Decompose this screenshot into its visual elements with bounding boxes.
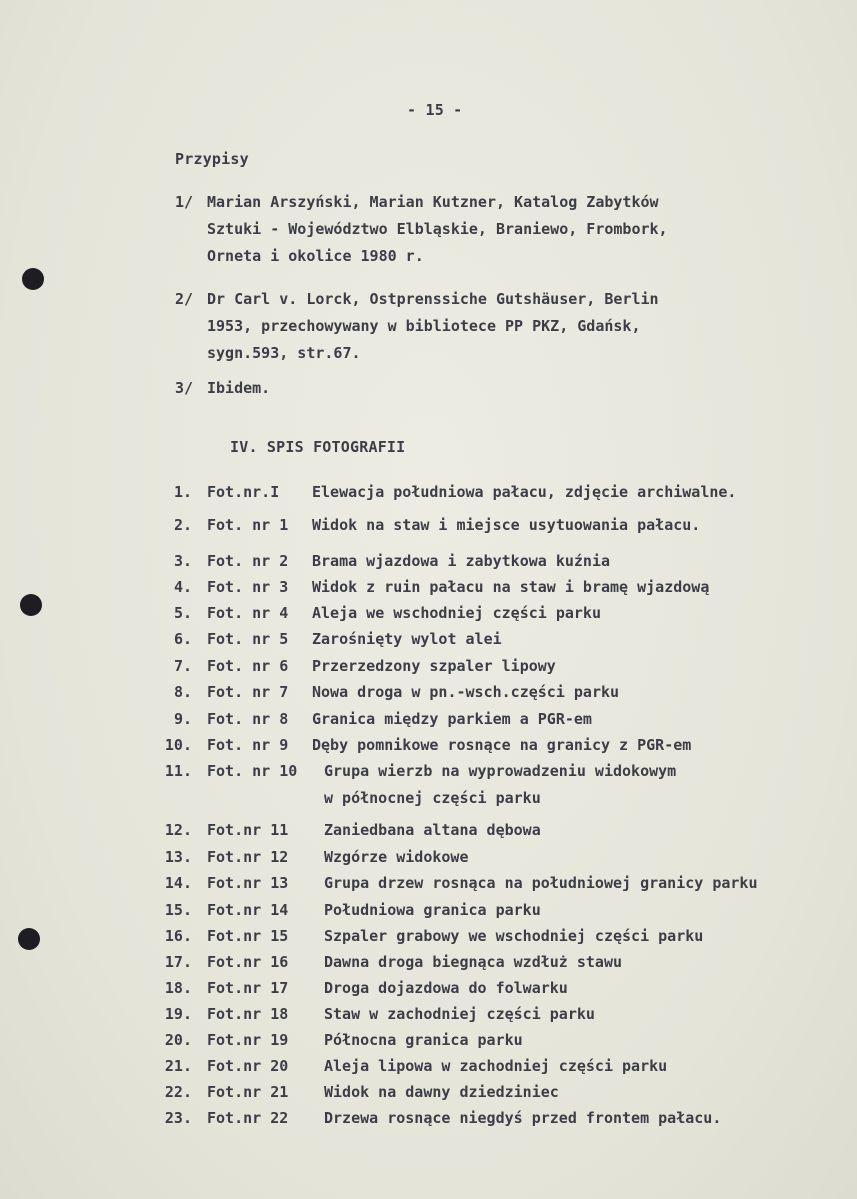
photo-description: Aleja we wschodniej części parku (312, 604, 601, 622)
photo-description: Widok na staw i miejsce usytuowania pałacu. (312, 516, 701, 534)
photo-number: 13. (164, 848, 192, 866)
photo-description: Widok z ruin pałacu na staw i bramę wjazdową (312, 578, 710, 596)
photo-reference: Fot. nr 3 (207, 578, 289, 596)
footnotes-heading: Przypisy (175, 150, 249, 168)
photo-reference: Fot.nr.I (207, 483, 280, 501)
photo-number: 10. (164, 736, 192, 754)
photo-number: 11. (164, 762, 192, 780)
photo-number: 21. (164, 1057, 192, 1075)
punch-hole (20, 594, 42, 616)
photo-description: Grupa drzew rosnąca na południowej granicy parku (324, 874, 758, 892)
footnote-line: 1953, przechowywany w bibliotece PP PKZ, Gdańsk, (207, 317, 641, 335)
photo-reference: Fot. nr 10 (207, 762, 298, 780)
photo-number: 22. (164, 1083, 192, 1101)
photo-reference: Fot. nr 6 (207, 657, 289, 675)
photo-reference: Fot. nr 7 (207, 683, 289, 701)
photo-number: 7. (173, 657, 192, 675)
page-number: - 15 - (407, 101, 463, 119)
photo-reference: Fot.nr 18 (207, 1005, 289, 1023)
photo-number: 19. (164, 1005, 192, 1023)
photo-number: 12. (164, 821, 192, 839)
punch-hole (18, 928, 40, 950)
photo-reference: Fot. nr 2 (207, 552, 289, 570)
photo-number: 9. (173, 710, 192, 728)
photo-number: 18. (164, 979, 192, 997)
photo-description: Dęby pomnikowe rosnące na granicy z PGR-em (312, 736, 692, 754)
photo-number: 4. (173, 578, 192, 596)
photo-reference: Fot. nr 4 (207, 604, 289, 622)
photo-description: Droga dojazdowa do folwarku (324, 979, 568, 997)
photo-description: Zaniedbana altana dębowa (324, 821, 541, 839)
photo-description: Nowa droga w pn.-wsch.części parku (312, 683, 620, 701)
photo-reference: Fot. nr 5 (207, 630, 289, 648)
photo-number: 3. (173, 552, 192, 570)
photo-reference: Fot.nr 19 (207, 1031, 289, 1049)
photo-description: Aleja lipowa w zachodniej części parku (324, 1057, 668, 1075)
photo-reference: Fot. nr 8 (207, 710, 289, 728)
photo-description: Staw w zachodniej części parku (324, 1005, 595, 1023)
photo-reference: Fot.nr 22 (207, 1109, 289, 1127)
photo-description: Dawna droga biegnąca wzdłuż stawu (324, 953, 623, 971)
photo-reference: Fot.nr 21 (207, 1083, 289, 1101)
photo-description: Przerzedzony szpaler lipowy (312, 657, 556, 675)
photo-reference: Fot.nr 13 (207, 874, 289, 892)
photo-number: 14. (164, 874, 192, 892)
photo-reference: Fot.nr 12 (207, 848, 289, 866)
photo-number: 17. (164, 953, 192, 971)
photo-reference: Fot. nr 1 (207, 516, 289, 534)
photo-description: Brama wjazdowa i zabytkowa kuźnia (312, 552, 611, 570)
photo-description: Drzewa rosnące niegdyś przed frontem pałacu. (324, 1109, 722, 1127)
photo-number: 16. (164, 927, 192, 945)
photo-description: Grupa wierzb na wyprowadzeniu widokowym (324, 762, 677, 780)
photo-description: Zarośnięty wylot alei (312, 630, 502, 648)
photo-description: Południowa granica parku (324, 901, 541, 919)
footnote-line: Dr Carl v. Lorck, Ostprenssiche Gutshäuser, Berlin (207, 290, 659, 308)
photo-number: 8. (173, 683, 192, 701)
photo-number: 15. (164, 901, 192, 919)
punch-hole (22, 268, 44, 290)
photo-reference: Fot.nr 15 (207, 927, 289, 945)
photo-reference: Fot.nr 20 (207, 1057, 289, 1075)
footnote-line: Orneta i okolice 1980 r. (207, 247, 424, 265)
photo-description: Elewacja południowa pałacu, zdjęcie archiwalne. (312, 483, 737, 501)
photo-number: 23. (164, 1109, 192, 1127)
footnote-line: Marian Arszyński, Marian Kutzner, Katalog Zabytków (207, 193, 659, 211)
section-title: IV. SPIS FOTOGRAFII (230, 438, 406, 456)
photo-reference: Fot.nr 17 (207, 979, 289, 997)
photo-number: 2. (173, 516, 192, 534)
photo-description: Północna granica parku (324, 1031, 523, 1049)
footnote-number: 2/ (175, 290, 194, 308)
photo-number: 1. (173, 483, 192, 501)
footnote-number: 3/ (175, 379, 194, 397)
photo-reference: Fot. nr 9 (207, 736, 289, 754)
photo-reference: Fot.nr 11 (207, 821, 289, 839)
photo-description: Wzgórze widokowe (324, 848, 469, 866)
photo-description: Szpaler grabowy we wschodniej części parku (324, 927, 704, 945)
footnote-line: Ibidem. (207, 379, 271, 397)
footnote-line: sygn.593, str.67. (207, 344, 361, 362)
photo-reference: Fot.nr 14 (207, 901, 289, 919)
footnote-line: Sztuki - Województwo Elbląskie, Braniewo, Frombork, (207, 220, 668, 238)
photo-description-continued: w północnej części parku (324, 789, 541, 807)
footnote-number: 1/ (175, 193, 194, 211)
photo-reference: Fot.nr 16 (207, 953, 289, 971)
photo-description: Granica między parkiem a PGR-em (312, 710, 592, 728)
photo-description: Widok na dawny dziedziniec (324, 1083, 559, 1101)
photo-number: 5. (173, 604, 192, 622)
photo-number: 20. (164, 1031, 192, 1049)
photo-number: 6. (173, 630, 192, 648)
